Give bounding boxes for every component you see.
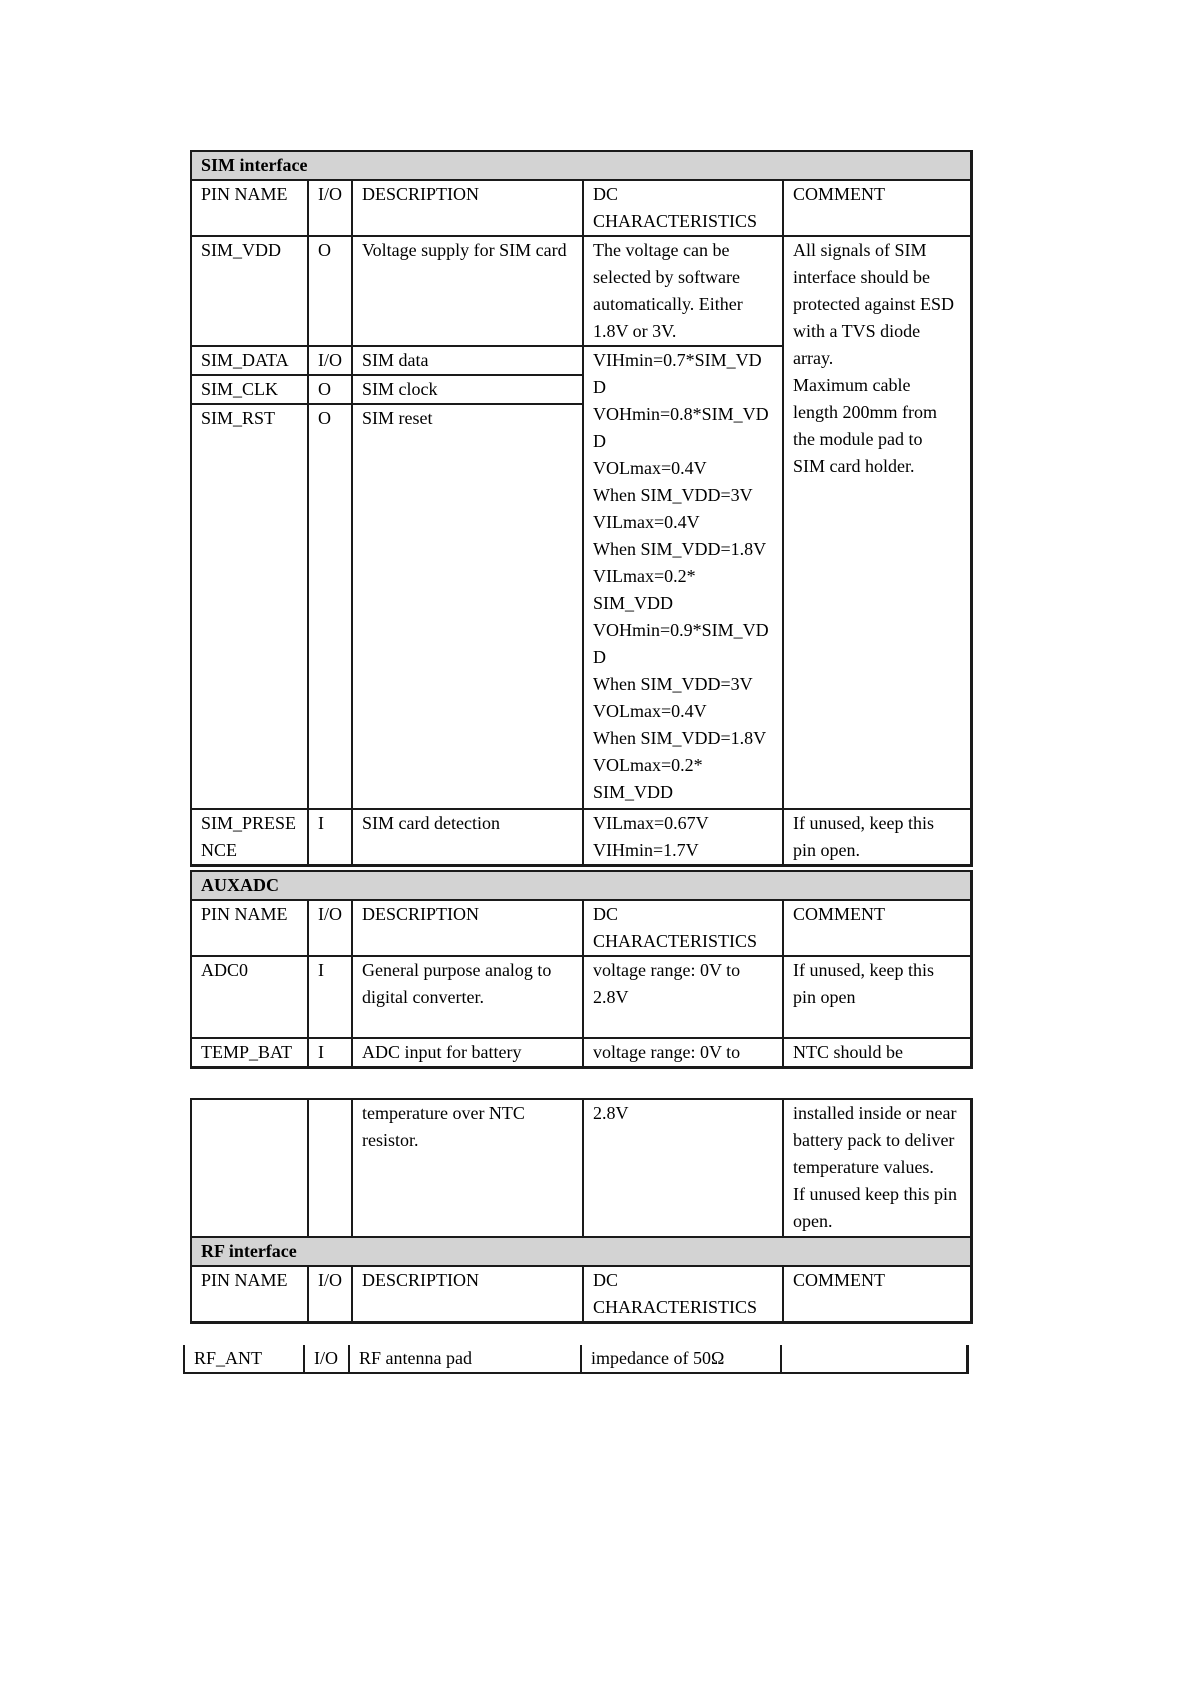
comment-cell [783, 809, 971, 866]
pin-cell [191, 809, 308, 866]
dc-line: When SIM_VDD=1.8V [593, 728, 767, 748]
io-cell: O [308, 375, 352, 404]
header-dc [583, 900, 783, 956]
io-cell [308, 1099, 352, 1237]
comment-line: If unused, keep this [793, 813, 934, 833]
comment-cell [783, 956, 971, 1038]
comment-line: length 200mm from [793, 402, 937, 422]
header-pin-name: PIN NAME [191, 900, 308, 956]
dc-line: SIM_VDD [593, 593, 674, 613]
io-cell: O [308, 404, 352, 809]
dc-line: voltage range: 0V to [593, 960, 741, 980]
pin-line: NCE [201, 840, 237, 860]
table-header-row [191, 180, 971, 236]
pin-line: SIM_PRESE [201, 813, 297, 833]
comment-cell [781, 1345, 967, 1373]
dc-line: VOHmin=0.9*SIM_VD [593, 620, 769, 640]
description-cell [352, 1099, 583, 1237]
comment-line: SIM card holder. [793, 456, 915, 476]
table-row [184, 1345, 967, 1373]
description-cell: ADC input for battery [352, 1038, 583, 1068]
comment-line: pin open [793, 987, 856, 1007]
header-dc-line1: DC [593, 904, 619, 924]
dc-cell: voltage range: 0V to [583, 1038, 783, 1068]
description-line: General purpose analog to [362, 960, 552, 980]
pin-cell: RF_ANT [184, 1345, 304, 1373]
comment-cell [783, 1099, 971, 1237]
dc-line: When SIM_VDD=3V [593, 485, 753, 505]
dc-cell [583, 956, 783, 1038]
dc-line: 1.8V or 3V. [593, 321, 677, 341]
header-description: DESCRIPTION [352, 1266, 583, 1323]
dc-line: SIM_VDD [593, 782, 674, 802]
header-dc-line1: DC [593, 184, 619, 204]
dc-line: VOLmax=0.4V [593, 458, 707, 478]
comment-line: All signals of SIM [793, 240, 927, 260]
description-line: digital converter. [362, 987, 484, 1007]
header-pin-name: PIN NAME [191, 1266, 308, 1323]
description-cell: Voltage supply for SIM card [352, 236, 583, 346]
dc-line: VOHmin=0.8*SIM_VD [593, 404, 769, 424]
comment-line: temperature values. [793, 1157, 934, 1177]
dc-line: When SIM_VDD=3V [593, 674, 753, 694]
dc-line: VOLmax=0.2* [593, 755, 703, 775]
comment-line: battery pack to deliver [793, 1130, 955, 1150]
auxadc-table [190, 870, 973, 1069]
table-header-row [191, 900, 971, 956]
comment-line: Maximum cable [793, 375, 911, 395]
table-row [191, 236, 971, 346]
section-title-sim: SIM interface [191, 151, 971, 180]
io-cell: I/O [308, 346, 352, 375]
pin-cell: SIM_RST [191, 404, 308, 809]
header-comment: COMMENT [783, 180, 971, 236]
comment-line: installed inside or near [793, 1103, 957, 1123]
dc-line: VOLmax=0.4V [593, 701, 707, 721]
io-cell: I [308, 1038, 352, 1068]
io-cell: O [308, 236, 352, 346]
dc-line: The voltage can be [593, 240, 730, 260]
comment-line: pin open. [793, 840, 860, 860]
rf-interface-table [190, 1098, 973, 1324]
dc-cell [583, 236, 783, 346]
header-io: I/O [308, 180, 352, 236]
comment-line: the module pad to [793, 429, 923, 449]
section-title-rf: RF interface [191, 1237, 971, 1266]
rf-ant-row-table [183, 1345, 969, 1374]
dc-line: When SIM_VDD=1.8V [593, 539, 767, 559]
header-dc-line2: CHARACTERISTICS [593, 1297, 758, 1317]
dc-line: VIHmin=1.7V [593, 840, 699, 860]
dc-cell [583, 346, 783, 809]
description-cell: RF antenna pad [349, 1345, 581, 1373]
dc-line: VILmax=0.67V [593, 813, 709, 833]
dc-line: VIHmin=0.7*SIM_VD [593, 350, 762, 370]
comment-line: If unused keep this pin [793, 1184, 957, 1204]
pin-cell: ADC0 [191, 956, 308, 1038]
comment-line: If unused, keep this [793, 960, 934, 980]
header-dc-line1: DC [593, 1270, 619, 1290]
table-header-row [191, 1266, 971, 1323]
sim-interface-table [190, 150, 973, 867]
header-comment: COMMENT [783, 1266, 971, 1323]
pin-cell: TEMP_BAT [191, 1038, 308, 1068]
header-dc [583, 1266, 783, 1323]
header-io: I/O [308, 1266, 352, 1323]
comment-line: open. [793, 1211, 833, 1231]
comment-cell: NTC should be [783, 1038, 971, 1068]
section-title-auxadc: AUXADC [191, 871, 971, 900]
dc-line: selected by software [593, 267, 740, 287]
dc-line: VILmax=0.4V [593, 512, 700, 532]
header-description: DESCRIPTION [352, 900, 583, 956]
io-cell: I/O [304, 1345, 349, 1373]
description-cell [352, 956, 583, 1038]
dc-cell [583, 809, 783, 866]
table-row [191, 809, 971, 866]
dc-line: automatically. Either [593, 294, 743, 314]
header-dc [583, 180, 783, 236]
dc-cell: 2.8V [583, 1099, 783, 1237]
description-line: resistor. [362, 1130, 419, 1150]
header-comment: COMMENT [783, 900, 971, 956]
header-dc-line2: CHARACTERISTICS [593, 931, 758, 951]
comment-cell [783, 236, 971, 809]
io-cell: I [308, 956, 352, 1038]
header-dc-line2: CHARACTERISTICS [593, 211, 758, 231]
description-cell: SIM reset [352, 404, 583, 809]
dc-line: VILmax=0.2* [593, 566, 696, 586]
table-row [191, 1099, 971, 1237]
description-line: temperature over NTC [362, 1103, 525, 1123]
description-cell: SIM card detection [352, 809, 583, 866]
comment-line: array. [793, 348, 834, 368]
header-pin-name: PIN NAME [191, 180, 308, 236]
dc-line: 2.8V [593, 987, 629, 1007]
description-cell: SIM clock [352, 375, 583, 404]
header-io: I/O [308, 900, 352, 956]
pin-cell: SIM_VDD [191, 236, 308, 346]
comment-line: interface should be [793, 267, 930, 287]
dc-line: D [593, 377, 606, 397]
dc-line: D [593, 431, 606, 451]
comment-line: protected against ESD [793, 294, 954, 314]
pin-cell [191, 1099, 308, 1237]
dc-line: D [593, 647, 606, 667]
dc-cell: impedance of 50Ω [581, 1345, 781, 1373]
comment-line: with a TVS diode [793, 321, 921, 341]
pin-cell: SIM_CLK [191, 375, 308, 404]
description-cell: SIM data [352, 346, 583, 375]
io-cell: I [308, 809, 352, 866]
pin-cell: SIM_DATA [191, 346, 308, 375]
header-description: DESCRIPTION [352, 180, 583, 236]
table-row [191, 956, 971, 1038]
table-row [191, 1038, 971, 1068]
